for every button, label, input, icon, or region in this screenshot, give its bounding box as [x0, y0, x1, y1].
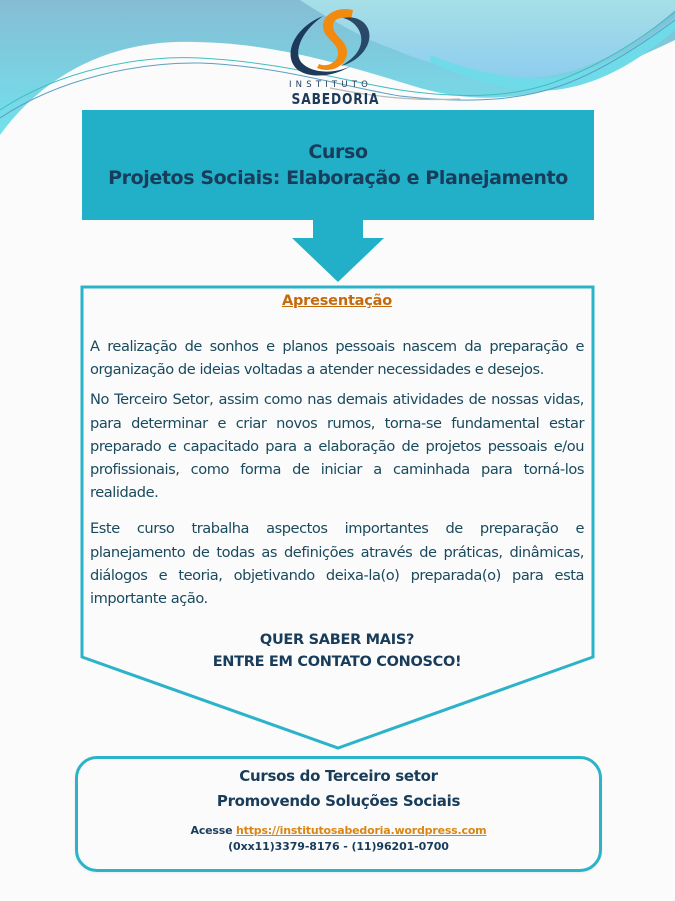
logo-text-instituto: INSTITUTO	[288, 80, 373, 90]
course-title: Projetos Sociais: Elaboração e Planejamento	[108, 167, 568, 189]
paragraph-3: Este curso trabalha aspectos importantes de preparação e planejamento de todas as definições através de práticas, dinâmicas, diálogos e teoria, objetivando deixa-la(o) preparada(o) para esta importante ação.	[90, 520, 584, 608]
footer-tagline-1: Cursos do Terceiro setor	[239, 767, 438, 785]
paragraph-2: No Terceiro Setor, assim como nas demais atividades de nossas vidas, para determinar e criar novos rumos, torna-se fundamental estar preparado e capacitado para a elaboração de projetos pessoais e/ou profissionais, como forma de iniciar a caminhada para torná-los realidade.	[90, 391, 584, 502]
website-line	[75, 822, 602, 839]
website-link[interactable]: https://institutosabedoria.wordpress.com	[236, 824, 487, 837]
logo-text-sabedoria: SABEDORIA	[291, 90, 380, 108]
arrow-down-icon	[292, 220, 384, 282]
access-label: Acesse	[190, 824, 233, 837]
presentation-section	[90, 290, 584, 673]
contact-box	[75, 764, 602, 855]
call-to-action	[90, 629, 584, 673]
institute-logo	[283, 8, 378, 108]
cta-line-2: ENTRE EM CONTATO CONOSCO!	[212, 654, 462, 671]
course-title-box	[82, 110, 594, 220]
footer-tagline-2: Promovendo Soluções Sociais	[216, 792, 461, 810]
phone-numbers: (0xx11)3379-8176 - (11)96201-0700	[228, 840, 449, 853]
course-label: Curso	[308, 141, 368, 163]
cta-line-1: QUER SABER MAIS?	[259, 632, 415, 649]
presentation-heading: Apresentação	[281, 293, 393, 309]
s-swoosh-logo-icon	[283, 8, 378, 80]
paragraph-1: A realização de sonhos e planos pessoais nascem da preparação e organização de ideias voltadas a atender necessidades e desejos.	[90, 338, 584, 379]
